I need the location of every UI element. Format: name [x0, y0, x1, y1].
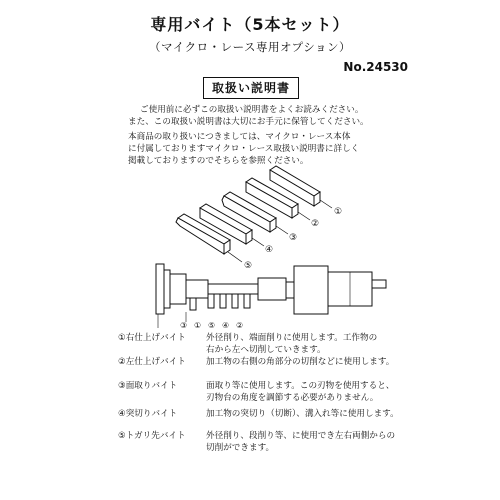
intro-line-3: 本商品の取り扱いにつきましては、マイクロ・レース本体	[128, 132, 351, 142]
product-number: No.24530	[343, 60, 408, 74]
tool-name: ①右仕上げバイト	[118, 333, 186, 343]
lathe-drawing	[156, 264, 386, 314]
marker-3: ③	[289, 233, 298, 243]
page-subtitle: （マイクロ・レース専用オプション）	[149, 40, 351, 54]
tool-desc-line-1: 加工物の右側の角部分の切削などに使用します。	[206, 357, 395, 367]
tool-desc-line-2: 右から左へ切削していきます。	[206, 345, 326, 355]
tool-name: ⑤トガリ先バイト	[118, 431, 186, 441]
marker-4: ④	[265, 245, 274, 255]
tool-desc-line-1: 外径削り、端面削りに使用します。工作物の	[206, 333, 378, 343]
lathe-marker-3: ⑤	[208, 321, 216, 330]
tool-name: ②左仕上げバイト	[118, 357, 186, 367]
page-title: 専用バイト（5本セット）	[150, 15, 350, 34]
manual-heading-box: 取扱い説明書	[203, 77, 299, 99]
lathe-marker-2: ①	[194, 321, 202, 330]
intro-line-1: ご使用前に必ずこの取扱い説明書をよくお読みください。	[140, 105, 364, 115]
intro-line-2: また、この取扱い説明書は大切にお手元に保管してください。	[128, 117, 369, 127]
marker-1: ①	[334, 207, 343, 217]
tool-desc-line-2: 刃物台の角度を調節する必要がありません。	[206, 393, 379, 403]
marker-5: ⑤	[244, 261, 253, 271]
intro-line-5: 掲載しておりますのでそちらを参照ください。	[128, 156, 309, 166]
lathe-marker-1: ③	[180, 321, 188, 330]
marker-2: ②	[311, 219, 320, 229]
tool-desc-line-2: 切削ができます。	[206, 443, 275, 453]
tool-name: ④突切りバイト	[118, 409, 178, 419]
lathe-marker-5: ②	[236, 321, 244, 330]
tool-desc-line-1: 面取り等に使用します。この刃物を使用すると、	[206, 381, 395, 391]
tool-name: ③面取りバイト	[118, 381, 178, 391]
intro-line-4: に付属しておりますマイクロ・レース取扱い説明書に詳しく	[128, 144, 360, 154]
tool-illustration	[150, 162, 390, 332]
tool-desc-line-1: 加工物の突切り（切断）、溝入れ等に使用します。	[206, 409, 399, 419]
lathe-marker-4: ④	[222, 321, 230, 330]
tool-desc-line-1: 外径削り、段削り等、に使用でき左右両側からの	[206, 431, 396, 441]
